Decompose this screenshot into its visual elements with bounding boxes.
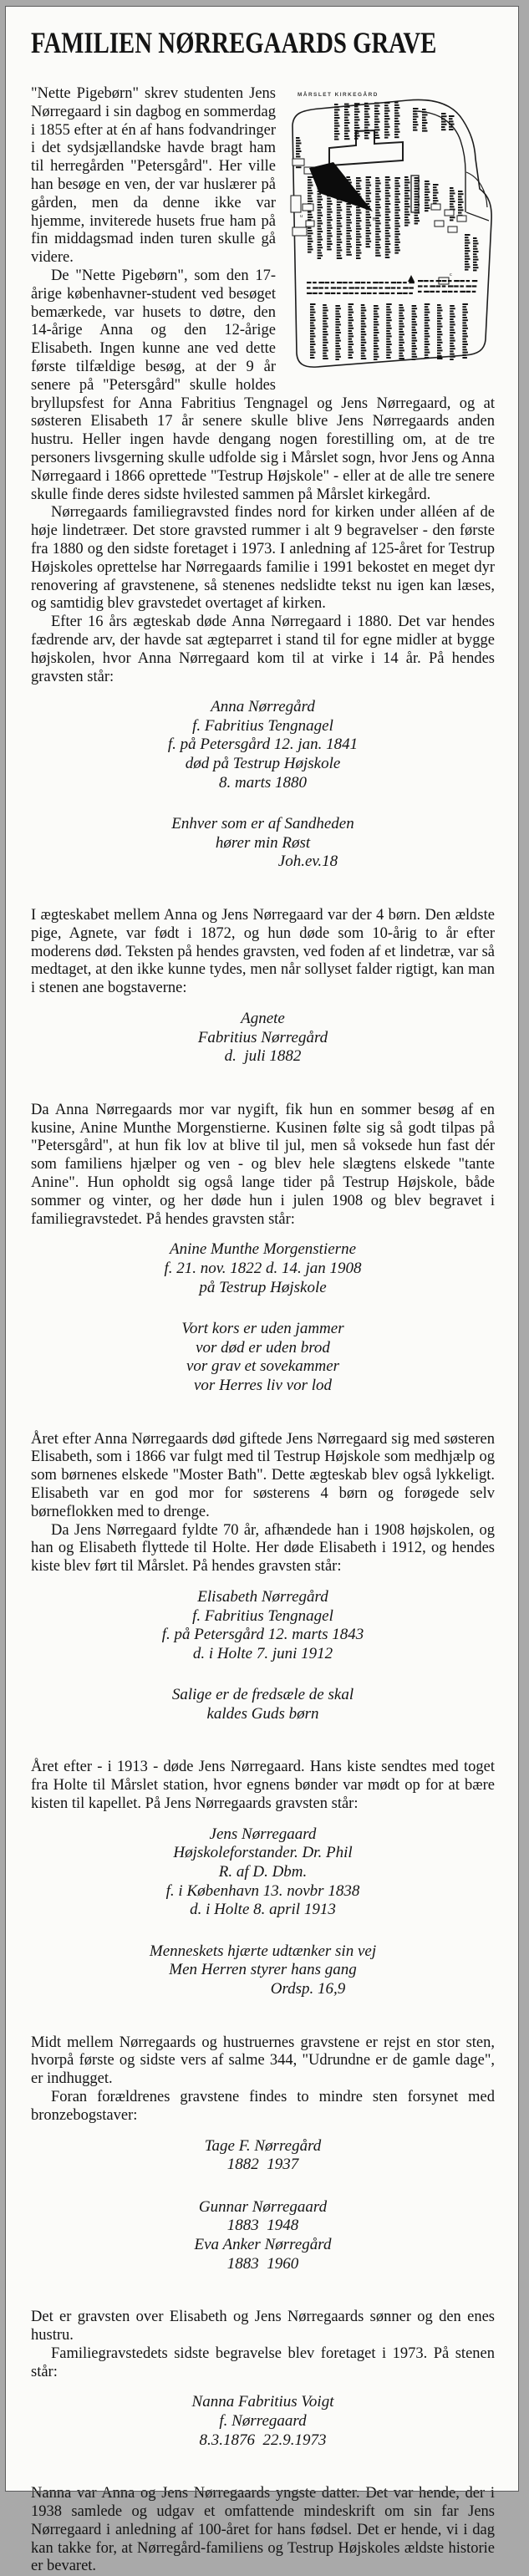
inscription-line: Gunnar Nørregaard [198,2197,328,2216]
gravestone-inscription [31,2198,495,2273]
inscription-line: f. 21. nov. 1822 d. 14. jan 1908 [164,1259,362,1277]
inscription-line: f. Nørregaard [219,2411,307,2430]
verse-quote [31,1686,495,1723]
paragraph: De "Nette Pigebørn", som den 17-årige københavner-student ved besøget bemærkede, var husets to døtre, den 14-årige Anna og den 12-årige Elisabeth. Ingen kunne ane ved dette første tilfældige besøg, at der 9 år senere på "Petersgård" skulle holdes bryllupsfest for Anna Fabritius Tengnagel og Jens Nørregaard, og at søsteren Elisabeth 17 år senere skulle blive Jens Nørregaards anden hustru. Heller ingen havde dengang nogen forestilling om, at de tre personers livsgerning skulle udfolde sig i Mårslet sogn, hvor Jens og Anna Nørregaard i 1866 oprettede "Testrup Højskole" - eller at de alle tre senere skulle finde deres sidste hvilested sammen på Mårslet kirkegård. [31,267,495,503]
map-triangle-mark [408,275,415,282]
inscription-line: d. i Holte 8. april 1913 [190,1901,336,1919]
gravestone-inscription [31,1010,495,1067]
verse-quote [31,1942,495,1999]
scripture-reference: Ordsp. 16,9 [270,1980,346,1998]
inscription-line: Højskoleforstander. Dr. Phil [173,1844,353,1862]
inscription-line: Enhver som er af Sandheden [171,815,354,833]
verse-quote [31,815,495,872]
cemetery-map [286,87,495,375]
inscription-line: Agnete [241,1010,285,1028]
cemetery-map-label: MÅRSLET KIRKEGÅRD [298,92,379,98]
gravestone-inscription [31,2137,495,2175]
inscription-line: Menneskets hjærte udtænker sin vej [149,1942,377,1960]
inscription-line: R. af D. Dbm. [218,1863,308,1881]
paragraph: Da Jens Nørregaard fyldte 70 år, afhændede han i 1908 højskolen, og han og Elisabeth flyttede til Holte. Her døde Elisabeth i 1912, og hendes kiste blev ført til Mårslet. På hendes gravsten står: [31,1521,495,1576]
inscription-line: Anine Munthe Morgenstierne [169,1240,357,1259]
inscription-line: d. juli 1882 [224,1047,302,1066]
inscription-line: Elisabeth Nørregård [197,1587,328,1606]
paragraph: "Nette Pigebørn" skrev studenten Jens Nørregaard i sin dagbog en sommerdag i 1855 efter at én af hans fodvandringer i det sydsjællandske havde bragt ham til herregården "Petersgård". Her ville han besøge en ven, der var huslærer på gården, men da denne ikke var hjemme, inviterede husets frue ham på fin middagsmad inden turen skulle gå videre. [31,85,276,267]
gravestone-inscription [31,2393,495,2450]
inscription-line: f. i København 13. novbr 1838 [165,1881,360,1900]
inscription-line: vor Herres liv vor lod [194,1376,332,1394]
gravestone-inscription [31,1825,495,1920]
scripture-reference: Joh.ev.18 [277,853,338,871]
inscription-line: f. på Petersgård 12. marts 1843 [161,1626,364,1644]
grave-plots-texture [291,102,479,360]
inscription-line: Tage F. Nørregård [204,2136,322,2155]
inscription-line: hører min Røst [215,833,311,852]
inscription-line: Anna Nørregård [211,698,315,716]
inscription-line: 8. marts 1880 [218,773,308,792]
map-letter-c: c [450,272,452,277]
inscription-line: kaldes Guds børn [206,1704,319,1723]
inscription-line: 8.3.1876 22.9.1973 [199,2431,327,2449]
inscription-line: på Testrup Højskole [199,1278,327,1296]
page-title: FAMILIEN NØRREGAARDS GRAVE [31,26,437,59]
paragraph: Nørregaards familiegravsted findes nord for kirken under alléen af de høje lindetræer. Det store gravsted rummer i alt 9 begravelser - den første fra 1880 og den sidste foretaget i 1973. I anledning af 125-året for Testrup Højskoles oprettelse har Nørregaards familie i 1991 bekostet en meget dyr renovering af gravstenene, så stenenes nedslidte tekst nu igen kan læses, og samtidig blev gravstedet overtaget af kirken. [31,504,495,613]
inscription-line: f. på Petersgård 12. jan. 1841 [167,736,359,754]
inscription-line: Men Herren styrer hans gang [169,1961,357,1979]
paragraph: Nanna var Anna og Jens Nørregaards yngste datter. Det var hende, der i 1938 samlede og udgav et omfattende mindeskrift om sin far Jens Nørregaard i anledning af 100-året for hans fødsel. Det er hende, vi i dag kan takke for, at Nørregård-familiens og Testrup Højskoles ældste historie er bevaret. [31,2485,495,2575]
paragraph: I ægteskabet mellem Anna og Jens Nørregaard var der 4 børn. Den ældste pige, Agnete, var født i 1872, og hun døde som 10-årig to år efter moderens død. Teksten på hendes gravsten, ved foden af et lindetræ, var så medtaget, at den ikke kunne tydes, men når sollyset falder rigtigt, kan man i stenen ane bogstaverne: [31,907,495,997]
gravestone-inscription [31,1588,495,1663]
article-body [31,85,495,2576]
inscription-line: Eva Anker Nørregård [194,2235,332,2253]
inscription-line: f. Fabritius Tengnagel [192,1606,333,1625]
verse-quote [31,1320,495,1395]
paragraph: Det er gravsten over Elisabeth og Jens Nørregaards sønner og den enes hustru. [31,2309,495,2344]
paragraph: Foran forældrenes gravstene findes to mindre sten forsynet med bronzebogstaver: [31,2089,495,2124]
paragraph: Året efter Anna Nørregaards død giftede Jens Nørregaard sig med søsteren Elisabeth, som i 1866 var fulgt med til Testrup Højskole som medhjælp og som børnenes elskede "Moster Bath". Dette ægteskab blev også lykkeligt. Elisabeth var en god mor for søsterens 4 børn og forøgede selv børneflokken med to drenge. [31,1430,495,1520]
paragraph: Familiegravstedets sidste begravelse blev foretaget i 1973. På stenen står: [31,2344,495,2380]
gravestone-inscription [31,1240,495,1297]
map-letter-b: B [373,217,376,222]
paragraph: Året efter - i 1913 - døde Jens Nørregaard. Hans kiste sendtes med toget fra Holte til Mårslet station, hvor egnens bønder var mødt op for at bære kisten til kapellet. På Jens Nørregaards gravsten står: [31,1759,495,1813]
cemetery-path-curve [414,111,465,212]
inscription-line: Vort kors er uden jammer [181,1320,344,1338]
cemetery-map-drawing [286,87,495,375]
inscription-line: vor død er uden brod [196,1338,330,1357]
cemetery-outline [292,99,491,367]
inscription-line: Jens Nørregaard [209,1825,317,1843]
inscription-line: d. i Holte 7. juni 1912 [192,1644,333,1662]
inscription-line: 1882 1937 [226,2156,299,2174]
inscription-line: død på Testrup Højskole [185,755,341,773]
inscription-line: 1883 1960 [226,2254,299,2273]
paragraph: Efter 16 års ægteskab døde Anna Nørregaard i 1880. Det var hendes fædrende arv, der havde sat ægteparret i stand til for egne midler at bygge højskolen, hvor Anna Nørregaard kom til at virke i 14 år. På hendes gravsten står: [31,613,495,685]
inscription-line: f. Fabritius Tengnagel [192,716,333,735]
inscription-line: Salige er de fredsæle de skal [171,1686,354,1704]
inscription-line: 1883 1948 [226,2217,299,2235]
gravestone-inscription [31,698,495,792]
inscription-line: Nanna Fabritius Voigt [191,2393,334,2411]
cemetery-path-line [466,212,489,221]
paragraph: Da Anna Nørregaards mor var nygift, fik hun en sommer besøg af en kusine, Anine Munthe Morgenstierne. Kusinen følte sig så godt tilpas på "Petersgård", at hun fik lov at blive til jul, men så voksede hun fast dér som familiens hjælper og ven - og blev hele slægtens elskede "tante Anine". Hun opholdt sig også lange tider på Testrup Højskole, både sommer og vinter, og her døde hun i julen 1908 og blev begravet i familiegravstedet. På hendes gravsten står: [31,1101,495,1228]
inscription-line: Fabritius Nørregård [197,1028,328,1046]
scanned-page [6,7,518,2575]
cemetery-path-curve-2 [466,172,487,207]
inscription-line: vor grav et sovekammer [186,1357,340,1376]
map-letter-u: u [300,214,303,219]
paragraph: Midt mellem Nørregaards og hustruernes gravstene er rejst en stor sten, hvorpå første og sidste vers af salme 344, "Udrundne er de gamle dage", er indhugget. [31,2034,495,2088]
